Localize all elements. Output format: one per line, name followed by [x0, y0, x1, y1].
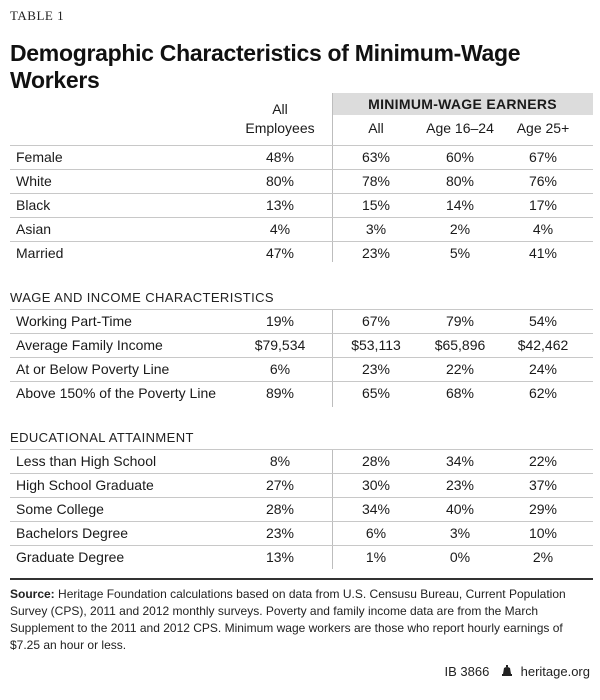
- cell-age-16-24: 5%: [449, 245, 471, 261]
- cell-all-employees: 80%: [265, 173, 295, 189]
- page-title: Demographic Characteristics of Minimum-Wage Workers: [10, 40, 521, 93]
- table-row: [10, 170, 593, 194]
- table-label: TABLE 1: [10, 8, 65, 23]
- cell-age-16-24: 0%: [449, 549, 471, 565]
- cell-all-employees: 27%: [265, 477, 295, 493]
- table-row: [10, 358, 593, 382]
- table-row: [10, 498, 593, 522]
- row-label: High School Graduate: [16, 477, 154, 493]
- row-label: Black: [16, 197, 51, 213]
- table-row: [10, 546, 593, 569]
- header-all-employees-line2: Employees: [245, 120, 315, 136]
- row-label: White: [16, 173, 52, 189]
- table-row: [10, 382, 593, 405]
- cell-all-employees: 48%: [265, 149, 295, 165]
- cell-all-employees: 13%: [265, 549, 295, 565]
- footer-id: IB 3866: [444, 664, 490, 679]
- source-text: Heritage Foundation calculations based on data from U.S. Censusu Bureau, Current Population Survey (CPS), 2011 and 2012 monthly surveys. Poverty and family income data are from the March Supplement to the 2011 and 2012 CPS. Minimum wage workers are those who report hourly earnings of $7.25 an hour or less.: [10, 587, 566, 652]
- cell-age-16-24: $65,896: [434, 337, 486, 353]
- cell-age-16-24: 60%: [445, 149, 475, 165]
- cell-age-16-24: 22%: [445, 361, 475, 377]
- cell-mw-all: 34%: [361, 501, 391, 517]
- cell-all-employees: 23%: [265, 525, 295, 541]
- source-divider: [10, 578, 593, 580]
- cell-age-25-plus: 54%: [528, 313, 558, 329]
- cell-age-25-plus: 17%: [528, 197, 558, 213]
- row-label: Female: [16, 149, 63, 165]
- cell-mw-all: 3%: [365, 221, 387, 237]
- footer: [445, 664, 590, 679]
- cell-mw-all: 28%: [361, 453, 391, 469]
- cell-age-25-plus: 37%: [528, 477, 558, 493]
- cell-mw-all: 67%: [361, 313, 391, 329]
- cell-all-employees: 8%: [269, 453, 291, 469]
- cell-mw-all: 63%: [361, 149, 391, 165]
- cell-age-16-24: 23%: [445, 477, 475, 493]
- cell-age-25-plus: $42,462: [517, 337, 569, 353]
- cell-all-employees: 4%: [269, 221, 291, 237]
- header-age-25-plus: Age 25+: [516, 120, 570, 136]
- source-label: Source:: [10, 587, 55, 601]
- table-row: [10, 218, 593, 242]
- table-row: [10, 522, 593, 546]
- cell-age-25-plus: 41%: [528, 245, 558, 261]
- liberty-bell-icon: [501, 665, 513, 677]
- source-note: [10, 586, 595, 654]
- cell-all-employees: 6%: [269, 361, 291, 377]
- header-all-employees-line1: All: [272, 101, 288, 117]
- cell-age-16-24: 2%: [449, 221, 471, 237]
- cell-age-25-plus: 22%: [528, 453, 558, 469]
- cell-age-16-24: 34%: [445, 453, 475, 469]
- cell-mw-all: 78%: [361, 173, 391, 189]
- cell-all-employees: 89%: [265, 385, 295, 401]
- section-heading-wage: WAGE AND INCOME CHARACTERISTICS: [10, 290, 274, 305]
- section-heading-education: EDUCATIONAL ATTAINMENT: [10, 430, 194, 445]
- cell-age-25-plus: 10%: [528, 525, 558, 541]
- cell-age-25-plus: 29%: [528, 501, 558, 517]
- row-label: Graduate Degree: [16, 549, 125, 565]
- cell-all-employees: $79,534: [254, 337, 306, 353]
- cell-mw-all: $53,113: [351, 337, 401, 353]
- cell-age-25-plus: 62%: [528, 385, 558, 401]
- row-label: Working Part-Time: [16, 313, 132, 329]
- cell-age-25-plus: 67%: [528, 149, 558, 165]
- row-label: At or Below Poverty Line: [16, 361, 170, 377]
- cell-age-25-plus: 4%: [532, 221, 554, 237]
- cell-all-employees: 13%: [265, 197, 295, 213]
- cell-age-25-plus: 2%: [532, 549, 554, 565]
- row-label: Bachelors Degree: [16, 525, 129, 541]
- table-row: [10, 146, 593, 170]
- cell-age-16-24: 14%: [445, 197, 475, 213]
- table-row: [10, 194, 593, 218]
- table-row: [10, 474, 593, 498]
- row-label: Above 150% of the Poverty Line: [16, 385, 217, 401]
- cell-mw-all: 30%: [361, 477, 391, 493]
- cell-age-25-plus: 76%: [528, 173, 558, 189]
- footer-site[interactable]: heritage.org: [520, 664, 590, 679]
- row-label: Less than High School: [16, 453, 157, 469]
- row-label: Asian: [16, 221, 52, 237]
- cell-age-16-24: 68%: [445, 385, 475, 401]
- row-label: Some College: [16, 501, 104, 517]
- cell-age-16-24: 40%: [445, 501, 475, 517]
- cell-all-employees: 28%: [265, 501, 295, 517]
- table-row: [10, 334, 593, 358]
- cell-mw-all: 23%: [361, 245, 391, 261]
- cell-age-16-24: 79%: [445, 313, 475, 329]
- cell-age-16-24: 80%: [445, 173, 475, 189]
- header-age-16-24: Age 16–24: [426, 120, 494, 136]
- cell-mw-all: 1%: [365, 549, 387, 565]
- cell-mw-all: 15%: [361, 197, 391, 213]
- cell-all-employees: 19%: [265, 313, 295, 329]
- header-mw-all: All: [368, 120, 384, 136]
- table-row: [10, 310, 593, 334]
- table-row: [10, 450, 593, 474]
- cell-mw-all: 6%: [365, 525, 387, 541]
- header-minimum-wage-earners: MINIMUM-WAGE EARNERS: [332, 93, 593, 115]
- header-all-employees: [240, 100, 320, 138]
- cell-age-25-plus: 24%: [528, 361, 558, 377]
- cell-mw-all: 23%: [361, 361, 391, 377]
- table-row: [10, 242, 593, 265]
- cell-age-16-24: 3%: [449, 525, 471, 541]
- cell-all-employees: 47%: [265, 245, 295, 261]
- row-label: Married: [16, 245, 64, 261]
- cell-mw-all: 65%: [361, 385, 391, 401]
- row-label: Average Family Income: [16, 337, 163, 353]
